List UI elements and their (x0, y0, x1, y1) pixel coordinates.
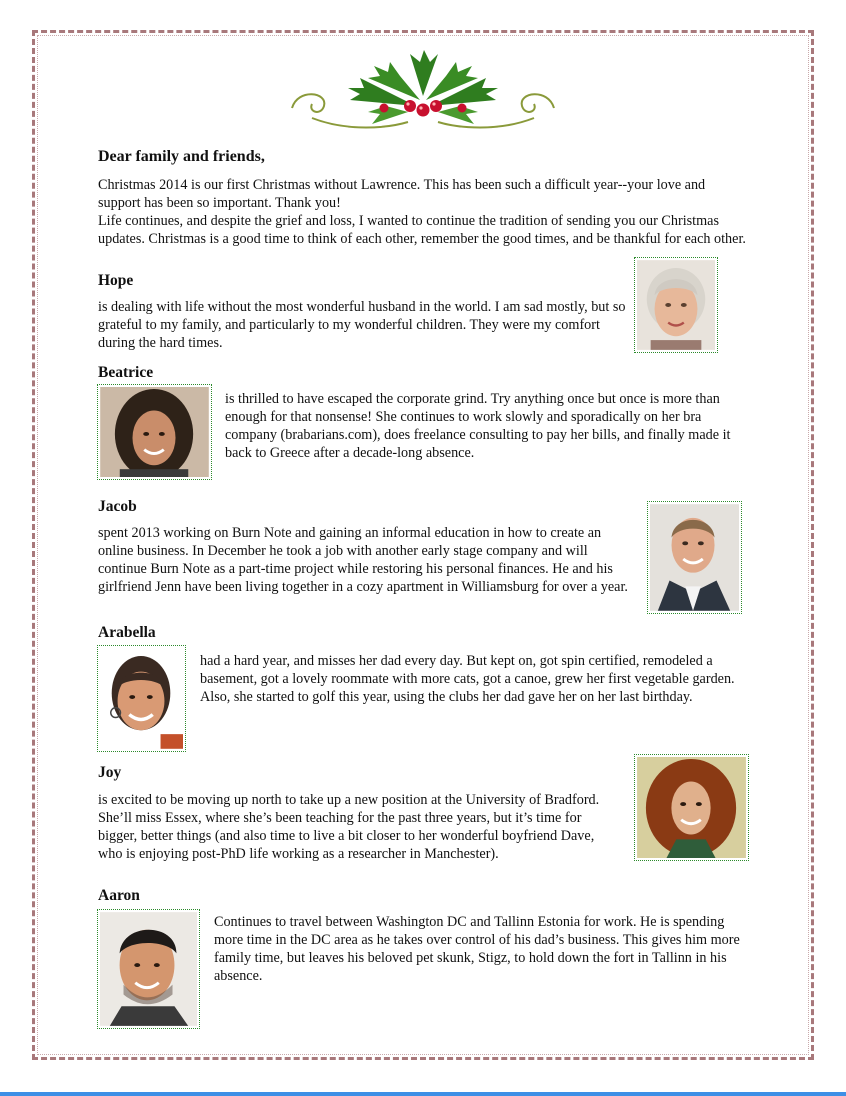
intro-paragraph (98, 176, 748, 248)
member-name-arabella: Arabella (98, 624, 156, 641)
portrait-photo-aaron (97, 909, 200, 1029)
member-text-jacob: spent 2013 working on Burn Note and gaining an informal education in how to create an online business. In December he took a job with another early stage company and will continue Burn Note as a part-time project while restoring his personal finances. He and his girlfriend Jenn have been living together in a cozy apartment in Williamsburg for over a year. (98, 525, 628, 595)
member-name-aaron: Aaron (98, 887, 140, 904)
member-name-beatrice: Beatrice (98, 364, 154, 381)
intro-line-2: Life continues, and despite the grief and loss, I wanted to continue the tradition of sending you our Christmas updates. Christmas is a good time to think of each other, remember the good times, and be thankful for each other. (98, 213, 746, 247)
member-text-arabella: had a hard year, and misses her dad every day. But kept on, got spin certified, remodeled a basement, got a lovely roommate with more cats, got a canoe, grew her first vegetable garden. Also, she started to golf this year, using the clubs her dad gave her on her last birthday. (200, 653, 735, 705)
portrait-photo-beatrice (97, 384, 212, 480)
portrait-photo-jacob (647, 501, 742, 614)
member-name-joy: Joy (98, 764, 122, 781)
member-name-jacob: Jacob (98, 498, 137, 515)
member-name-hope: Hope (98, 272, 134, 289)
portrait-photo-arabella (97, 645, 186, 752)
bottom-accent-line (0, 1092, 846, 1096)
intro-line-1: Christmas 2014 is our first Christmas without Lawrence. This has been such a difficult year--your love and support has been so important. Thank you! (98, 177, 706, 211)
member-text-beatrice: is thrilled to have escaped the corporate grind. Try anything once but once is more than enough for that nonsense! She continues to work slowly and sporadically on her bra company (brabarians.com), does freelance consulting to pay her bills, and finally made it back to Greece after a decade-long absence. (225, 391, 731, 461)
member-text-joy: is excited to be moving up north to take up a new position at the University of Bradford. She’ll miss Essex, where she’s been teaching for the past three years, but it’s time for bigger, better things (and also time to live a bit closer to her wonderful boyfriend Dave, who is enjoying post-PhD life working as a researcher in Manchester). (98, 792, 600, 862)
member-text-hope: is dealing with life without the most wonderful husband in the world. I am sad mostly, but so grateful to my family, and particularly to my wonderful children. They were my comfort during the hard times. (98, 299, 626, 351)
greeting-heading: Dear family and friends, (98, 148, 265, 165)
portrait-photo-joy (634, 754, 749, 861)
member-text-aaron: Continues to travel between Washington DC and Tallinn Estonia for work. He is spending more time in the DC area as he takes over control of his dad’s business. This gives him more family time, but leaves his beloved pet skunk, Stigz, to hold down the fort in Tallinn in his absence. (214, 914, 740, 984)
holly-ornament-icon (288, 48, 558, 134)
portrait-photo-hope (634, 257, 718, 353)
